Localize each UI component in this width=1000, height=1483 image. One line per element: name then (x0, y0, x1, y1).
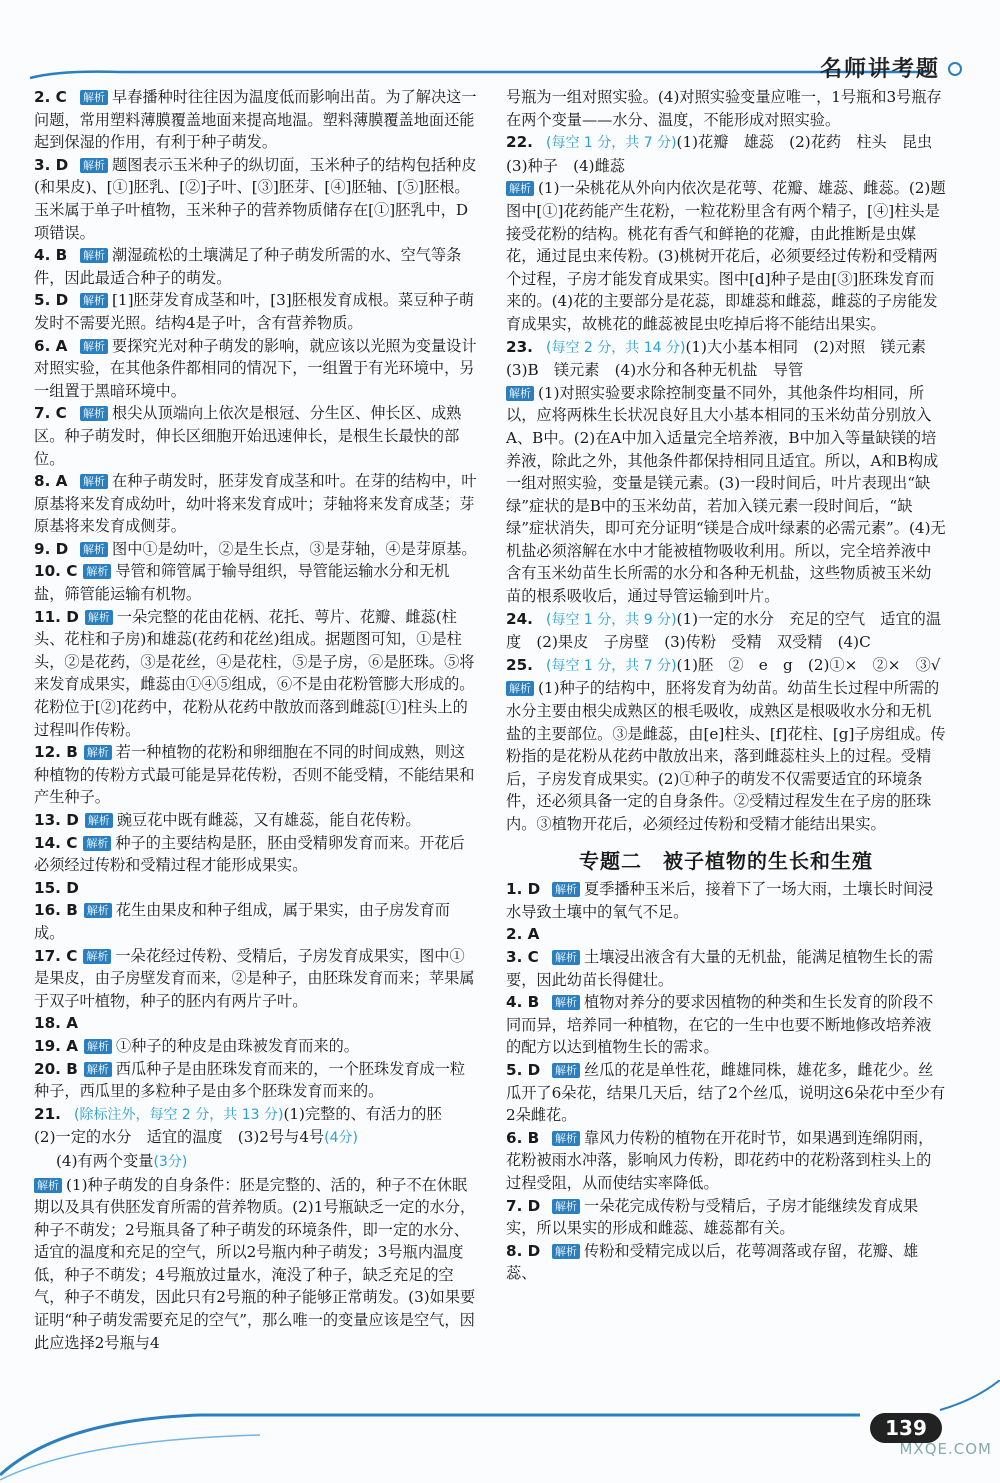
analysis-text: 夏季播种玉米后，接着下了一场大雨，土壤长时间浸水导致土壤中的氧气不足。 (506, 880, 934, 921)
answer-item (34, 741, 478, 809)
analysis-text: (1)对照实验要求除控制变量不同外，其他条件均相同，所以，应将两株生长状况良好且大小基本相同的玉米幼苗分别放入A、B中。(2)在A中加入适量完全培养液，B中加入等量缺镁的培养液，除此之外，其他条件都保持相同且适宜。所以，A和B构成一组对照实验，变量是镁元素。(3)一段时间后，叶片表现出“缺绿”症状的是B中的玉米幼苗，若加入镁元素一段时间后，“缺绿”症状消失，即可充分证明“镁是合成叶绿素的必需元素”。(4)无机盐必须溶解在水中才能被植物吸收利用。所以，完全培养液中含有玉米幼苗生长所需的水分和各种无机盐，这些物质被玉米幼苗的根系吸收后，通过导管运输到叶片。 (506, 383, 946, 606)
analysis-text: 根尖从顶端向上依次是根冠、分生区、伸长区、成熟区。种子萌发时，伸长区细胞开始迅速伸长，是根生长最快的部位。 (34, 404, 462, 468)
answer-item (34, 560, 478, 605)
analysis-badge: 解析 (80, 293, 108, 308)
question-number: 21. (34, 1104, 61, 1123)
answer-item (34, 832, 478, 877)
answer-item (34, 606, 478, 742)
score-note: (每空 1 分，共 7 分) (546, 657, 677, 674)
analysis-badge: 解析 (552, 1131, 580, 1146)
question-number: 19. A (34, 1036, 78, 1055)
question-number: 5. D (506, 1060, 541, 1079)
answer-text: (1)花瓣 雄蕊 (2)花药 柱头 昆虫 (3)种子 (4)雌蕊 (506, 133, 948, 175)
question-number: 15. D (34, 878, 79, 897)
analysis-text: 种子的主要结构是胚，胚由受精卵发育而来。开花后必须经过传粉和受精过程才能形成果实。 (34, 833, 465, 875)
question-number: 24. (506, 609, 533, 628)
question-number: 17. C (34, 946, 78, 965)
question-number: 3. C (506, 947, 539, 966)
score-note: (每空 2 分，共 14 分) (546, 339, 686, 356)
analysis-badge: 解析 (80, 90, 108, 105)
answer-item (34, 289, 478, 334)
analysis-badge: 解析 (80, 406, 108, 421)
analysis-badge: 解析 (552, 995, 580, 1010)
question-number: 4. B (506, 993, 540, 1012)
answer-item (506, 1240, 946, 1285)
question-number: 7. C (34, 404, 67, 423)
answer-item (34, 945, 478, 1013)
analysis-badge: 解析 (85, 813, 113, 828)
analysis-badge: 解析 (83, 836, 111, 851)
answer-item (506, 336, 946, 382)
analysis-text: 花生由果皮和种子组成，属于果实，由子房发育而成。 (34, 901, 450, 942)
analysis-text: 传粉和受精完成以后，花萼凋落或存留，花瓣、雄蕊、 (506, 1241, 919, 1283)
answer-item (506, 1195, 946, 1240)
analysis-text: 图中①是幼叶，②是生长点，③是芽轴，④是芽原基。 (112, 539, 477, 558)
analysis-badge: 解析 (80, 248, 108, 263)
analysis-badge: 解析 (552, 1244, 580, 1259)
analysis-badge: 解析 (552, 950, 580, 965)
footer-wave-decoration (0, 1380, 1000, 1483)
answer-item (506, 1059, 946, 1127)
question-number: 20. B (34, 1059, 78, 1078)
analysis-badge: 解析 (85, 610, 113, 625)
analysis-text: 一朵完整的花由花柄、花托、萼片、花瓣、雌蕊(柱头、花柱和子房)和雄蕊(花药和花丝)组成。据题图可知，①是柱头，②是花药，③是花丝，④是花柱，⑤是子房，⑥是胚珠。⑤将来发育成果实，雌蕊由①④⑤组成，⑥不是由花粉管膨大形成的。花粉位于[②]花药中，花粉从花药中散放而落到雌蕊[①]柱头上的过程叫作传粉。 (34, 607, 475, 739)
section-title: 专题二 被子植物的生长和生殖 (579, 848, 873, 873)
analysis-text: 土壤浸出液含有大量的无机盐，能满足植物生长的需要，因此幼苗长得健壮。 (506, 947, 934, 989)
score-note: (4分) (324, 1130, 359, 1147)
question-number: 8. D (506, 1241, 541, 1260)
answer-item (34, 809, 478, 832)
answer-item (34, 154, 478, 244)
analysis-badge: 解析 (506, 181, 534, 196)
answer-item (34, 1012, 478, 1035)
question-number: 1. D (506, 880, 541, 899)
question-number: 25. (506, 655, 533, 674)
answer-item (34, 1103, 478, 1150)
answer-line (34, 1150, 478, 1174)
question-number: 4. B (34, 246, 68, 265)
answer-item (34, 335, 478, 403)
question-number: 7. D (506, 1196, 541, 1215)
analysis-badge: 解析 (80, 474, 108, 489)
analysis-text: 要探究光对种子萌发的影响，就应该以光照为变量设计对照实验，在其他条件都相同的情况下，一组置于有光环境中，另一组置于黑暗环境中。 (34, 336, 477, 400)
answer-item (34, 1058, 478, 1103)
question-number: 6. B (506, 1128, 540, 1147)
analysis-badge: 解析 (34, 1178, 62, 1193)
analysis-text: 若一种植物的花粉和卵细胞在不同的时间成熟，则这种植物的传粉方式最可能是异花传粉，否则不能受精，不能结果和产生种子。 (34, 743, 475, 807)
question-number: 9. D (34, 539, 69, 558)
analysis-badge: 解析 (552, 882, 580, 897)
question-number: 3. D (34, 155, 69, 174)
answer-item (34, 877, 478, 900)
answer-item (506, 131, 946, 177)
answer-item (34, 402, 478, 470)
analysis-text: (1)种子萌发的自身条件：胚是完整的、活的，种子不在休眠期以及具有供胚发育所需的营养物质。(2)1号瓶缺乏一定的水分，种子不萌发；2号瓶具备了种子萌发的环境条件，即一定的水分、适宜的温度和充足的空气，所以2号瓶内种子萌发；3号瓶内温度低，种子不萌发；4号瓶放过量水，淹没了种子，缺乏充足的空气，种子不萌发，因此只有2号瓶的种子能够正常萌发。(3)如果要证明“种子萌发需要充足的空气”，那么唯一的变量应该是空气，因此应选择2号瓶与4 (34, 1175, 476, 1352)
analysis-badge: 解析 (84, 1039, 112, 1054)
answer-item (506, 608, 946, 654)
score-note: (3分) (153, 1153, 188, 1170)
question-number: 2. A (506, 925, 540, 944)
analysis-text: 植物对养分的要求因植物的种类和生长发育的阶段不同而异，培养同一种植物，在它的一生中也要不断地修改培养液的配方以达到植物生长的需求。 (506, 993, 934, 1057)
analysis-badge: 解析 (80, 339, 108, 354)
score-note: (除标注外，每空 2 分，共 13 分) (74, 1106, 284, 1123)
analysis-text: 题图表示玉米种子的纵切面，玉米种子的结构包括种皮(和果皮)、[①]胚乳、[②]子叶、[③]胚芽、[④]胚轴、[⑤]胚根。玉米属于单子叶植物，玉米种子的营养物质储存在[①]胚乳中，D项错误。 (34, 155, 477, 242)
score-note: (每空 1 分，共 9 分) (546, 611, 677, 628)
header-title: 名师讲考题 (819, 56, 940, 82)
answer-item (34, 538, 478, 561)
question-number: 11. D (34, 607, 79, 626)
analysis-badge: 解析 (84, 745, 112, 760)
answer-text: (1)完整的、有活力的胚 (2)一定的水分 适宜的温度 (3)2号与4号 (34, 1104, 457, 1147)
answer-item (506, 654, 946, 678)
question-number: 18. A (34, 1014, 78, 1033)
question-number: 8. A (34, 472, 68, 491)
analysis-badge: 解析 (83, 949, 111, 964)
question-number: 23. (506, 337, 533, 356)
right-column (506, 86, 946, 1285)
analysis-badge: 解析 (552, 1063, 580, 1078)
question-number: 16. B (34, 901, 78, 920)
analysis-text: 导管和筛管属于输导组织，导管能运输水分和无机盐，筛管能运输有机物。 (34, 562, 450, 604)
analysis-block (506, 177, 946, 335)
answer-item (506, 991, 946, 1059)
question-number: 10. C (34, 562, 78, 581)
analysis-badge: 解析 (84, 903, 112, 918)
analysis-badge: 解析 (80, 158, 108, 173)
analysis-block (506, 677, 946, 835)
analysis-text: ①种子的种皮是由珠被发育而来的。 (115, 1036, 359, 1055)
answer-item (506, 1127, 946, 1195)
score-note: (每空 1 分，共 7 分) (546, 135, 677, 152)
answer-item (506, 946, 946, 991)
analysis-text: 一朵花完成传粉与受精后，子房才能继续发育成果实，所以果实的形成和雌蕊、雄蕊都有关。 (506, 1196, 919, 1238)
analysis-badge: 解析 (83, 564, 111, 579)
watermark: MXQE.COM (899, 1440, 992, 1458)
analysis-text: 潮湿疏松的土壤满足了种子萌发所需的水、空气等条件，因此最适合种子的萌发。 (34, 246, 462, 287)
analysis-text: 在种子萌发时，胚芽发育成茎和叶。在芽的结构中，叶原基将来发育成幼叶，幼叶将来发育成叶；芽轴将来发育成茎；芽原基将来发育成侧芽。 (34, 472, 477, 536)
answer-item (506, 878, 946, 923)
header-decoration (0, 0, 1000, 100)
analysis-continued: 号瓶为一组对照实验。(4)对照实验变量应唯一，1号瓶和3号瓶存在两个变量——水分、温度，不能形成对照实验。 (506, 88, 942, 129)
analysis-text: 靠风力传粉的植物在开花时节，如果遇到连绵阴雨，花粉被雨水冲落，影响风力传粉，即花药中的花粉落到柱头上的过程受阻，从而使结实率降低。 (506, 1128, 934, 1192)
analysis-text: (1)种子的结构中，胚将发育为幼苗。幼苗生长过程中所需的水分主要由根尖成熟区的根毛吸收，成熟区是根吸收水分和无机盐的主要部位。③是雌蕊，由[e]柱头、[f]花柱、[g]子房组成。传粉指的是花粉从花药中散放出来，落到雌蕊柱头上的过程。受精后，子房发育成果实。(2)①种子的萌发不仅需要适宜的环境条件，还必须具备一定的自身条件。②受精过程发生在子房的胚珠内。③植物开花后，必须经过传粉和受精才能结出果实。 (506, 679, 946, 833)
analysis-text: 早春播种时往往因为温度低而影响出苗。为了解决这一问题，常用塑料薄膜覆盖地面来提高地温。塑料薄膜覆盖地面还能起到保湿的作用，有利于种子萌发。 (34, 88, 477, 152)
analysis-text: 豌豆花中既有雌蕊，又有雄蕊，能自花传粉。 (116, 811, 421, 829)
analysis-badge: 解析 (84, 1062, 112, 1077)
question-number: 6. A (34, 336, 68, 355)
analysis-badge: 解析 (506, 681, 534, 696)
answer-item (506, 923, 946, 946)
analysis-block (34, 1174, 478, 1355)
question-number: 2. C (34, 88, 67, 106)
answer-item (34, 86, 478, 154)
answer-text: (4)有两个变量 (56, 1151, 154, 1170)
question-number: 22. (506, 133, 533, 152)
question-number: 14. C (34, 833, 78, 852)
question-number: 13. D (34, 811, 79, 829)
answer-text: (1)大小基本相同 (2)对照 镁元素 (3)B 镁元素 (4)水分和各种无机盐 导管 (506, 337, 942, 380)
analysis-text: (1)一朵桃花从外向内依次是花萼、花瓣、雄蕊、雌蕊。(2)题图中[①]花药能产生花粉，一粒花粉里含有两个精子，[④]柱头是接受花粉的结构。桃花有香气和鲜艳的花瓣，由此推断是虫媒花，通过昆虫来传粉。(3)桃树开花后，必须要经过传粉和受精两个过程，子房才能发育成果实。图中[d]种子是由[③]胚珠发育而来的。(4)花的主要部分是花蕊，即雄蕊和雌蕊，雌蕊的子房能发育成果实，故桃花的雌蕊被昆虫吃掉后将不能结出果实。 (506, 179, 946, 333)
analysis-badge: 解析 (506, 386, 534, 401)
answer-item (34, 899, 478, 944)
page-number: 139 (870, 1413, 942, 1443)
answer-item (34, 1035, 478, 1058)
answer-text: (1)胚 ② e g (2)①× ②× ③√ (676, 655, 941, 674)
header-circle-icon (948, 62, 962, 76)
analysis-block (506, 382, 946, 608)
question-number: 5. D (34, 291, 69, 310)
answer-item (34, 470, 478, 538)
left-column (34, 86, 478, 1354)
analysis-badge: 解析 (80, 542, 108, 557)
analysis-text: 一朵花经过传粉、受精后，子房发育成果实，图中①是果皮，由子房壁发育而来，②是种子，由胚珠发育而来；苹果属于双子叶植物，种子的胚内有两片子叶。 (34, 946, 475, 1010)
analysis-text: 丝瓜的花是单性花，雌雄同株，雄花多，雌花少。丝瓜开了6朵花，结果几天后，结了2个丝瓜，说明这6朵花中至少有2朵雌花。 (506, 1060, 946, 1125)
answer-item (34, 244, 478, 289)
analysis-text: [1]胚芽发育成茎和叶，[3]胚根发育成根。菜豆种子萌发时不需要光照。结构4是子叶，含有营养物质。 (34, 291, 474, 332)
analysis-text: 西瓜种子是由胚珠发育而来的，一个胚珠发育成一粒种子，西瓜里的多粒种子是由多个胚珠发育而来的。 (34, 1059, 466, 1101)
analysis-badge: 解析 (552, 1199, 580, 1214)
question-number: 12. B (34, 743, 78, 762)
answer-text: (1)一定的水分 充足的空气 适宜的温度 (2)果皮 子房壁 (3)传粉 受精 双受精 (4)C (506, 609, 942, 652)
